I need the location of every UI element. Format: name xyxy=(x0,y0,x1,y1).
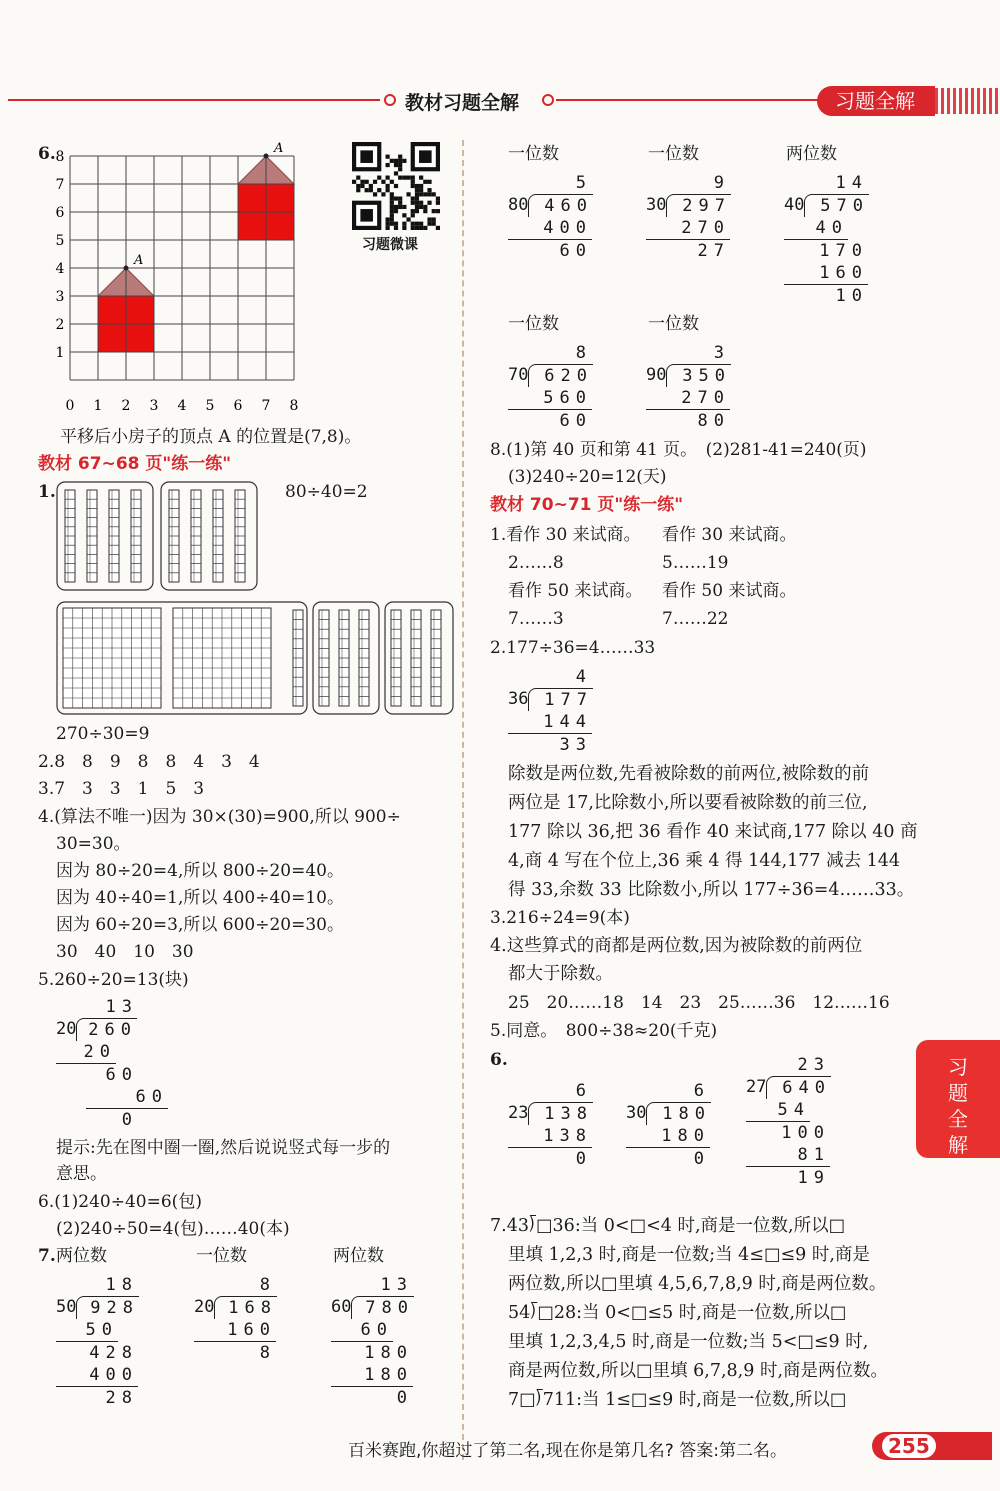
qr-module xyxy=(419,176,423,180)
side-tab-char: 解 xyxy=(948,1133,968,1157)
step: 80 xyxy=(697,411,730,431)
q7-line: 里填 1,2,3 时,商是一位数;当 4≤□≤9 时,商是 xyxy=(508,1245,870,1265)
dividend: 138 xyxy=(528,1102,593,1125)
step: 8 xyxy=(259,1343,276,1363)
step: 60 xyxy=(86,1086,168,1109)
qr-module xyxy=(373,180,377,184)
step: 160 xyxy=(194,1319,276,1342)
divisor: 50 xyxy=(56,1297,77,1317)
quotient: 8 xyxy=(259,1275,276,1295)
dividend: 177 xyxy=(528,688,593,711)
divisor: 23 xyxy=(508,1103,529,1123)
qr-module xyxy=(402,176,406,180)
qr-finder xyxy=(360,150,373,163)
q6-label: 6. xyxy=(38,144,56,164)
qr-module xyxy=(390,213,394,217)
step: 180 xyxy=(331,1364,413,1387)
explanation-line: 4,商 4 写在个位上,36 乘 4 得 144,177 减去 144 xyxy=(508,851,901,871)
step: 19 xyxy=(797,1168,830,1188)
qr-finder xyxy=(360,209,373,222)
q7-line: 两位数,所以□里填 4,5,6,7,8,9 时,商是两位数。 xyxy=(508,1274,887,1294)
long-division xyxy=(194,1274,277,1364)
qr-module xyxy=(390,201,394,205)
qr-module xyxy=(423,209,427,213)
qr-module xyxy=(415,192,419,196)
long-division xyxy=(646,342,731,432)
q3-answer: 3.216÷24=9(本) xyxy=(490,908,630,928)
quotient: 5 xyxy=(575,173,592,193)
qr-module xyxy=(436,196,440,200)
qr-module xyxy=(394,171,398,175)
q7-line: 商是两位数,所以□里填 6,7,8,9 时,商是两位数。 xyxy=(508,1361,889,1381)
step: 270 xyxy=(646,387,730,410)
qr-module xyxy=(360,184,364,188)
qr-module xyxy=(423,180,427,184)
qr-module xyxy=(386,222,390,226)
step: 28 xyxy=(105,1388,138,1408)
quotient: 4 xyxy=(575,667,592,687)
qr-module xyxy=(390,222,394,226)
x-tick-label: 0 xyxy=(65,398,75,414)
vertex-label: A xyxy=(134,253,144,268)
y-tick-label: 2 xyxy=(55,317,65,333)
qr-module xyxy=(419,184,423,188)
step: 60 xyxy=(331,1319,393,1342)
step: 138 xyxy=(508,1125,592,1148)
type-label: 一位数 xyxy=(508,144,559,164)
header-dot-right xyxy=(542,94,554,106)
quotient: 14 xyxy=(835,173,868,193)
qr-module xyxy=(415,201,419,205)
qr-module xyxy=(432,222,436,226)
qr-module xyxy=(356,184,360,188)
qr-module xyxy=(427,201,431,205)
qr-module xyxy=(415,196,419,200)
qr-module xyxy=(402,226,406,230)
q1-line: 5……19 xyxy=(662,553,729,573)
divisor: 80 xyxy=(508,195,529,215)
long-division xyxy=(508,1080,593,1170)
q7-type: 两位数 xyxy=(333,1246,384,1266)
qr-module xyxy=(406,217,410,221)
qr-module xyxy=(415,184,419,188)
qr-module xyxy=(386,163,390,167)
step: 400 xyxy=(508,217,592,240)
qr-module xyxy=(373,192,377,196)
qr-module xyxy=(365,180,369,184)
quotient: 13 xyxy=(105,997,138,1017)
dividend: 260 xyxy=(76,1018,137,1041)
qr-module xyxy=(398,159,402,163)
step: 400 xyxy=(56,1364,138,1387)
q6-label: 6. xyxy=(490,1050,508,1070)
y-tick-label: 4 xyxy=(55,261,65,277)
qr-module xyxy=(390,192,394,196)
quotient: 9 xyxy=(713,173,730,193)
qr-code-icon[interactable] xyxy=(352,142,440,230)
step: 27 xyxy=(697,241,730,261)
qr-module xyxy=(390,180,394,184)
dividend: 780 xyxy=(351,1296,414,1319)
qr-module xyxy=(411,222,415,226)
qr-module xyxy=(352,180,356,184)
qr-module xyxy=(415,205,419,209)
qr-module xyxy=(386,188,390,192)
header-tag: 习题全解 xyxy=(817,86,935,116)
dividend: 180 xyxy=(646,1102,711,1125)
y-tick-label: 3 xyxy=(55,289,65,305)
column-divider xyxy=(462,140,464,1460)
vertex-dot xyxy=(124,266,129,271)
type-label: 两位数 xyxy=(786,144,837,164)
qr-module xyxy=(394,226,398,230)
qr-module xyxy=(411,201,415,205)
q2-answer: 2.8 8 9 8 8 4 3 4 xyxy=(38,752,260,772)
qr-module xyxy=(394,209,398,213)
quotient: 13 xyxy=(380,1275,413,1295)
y-tick-label: 1 xyxy=(55,345,65,361)
qr-module xyxy=(390,217,394,221)
vertex-label: A xyxy=(274,141,284,156)
q8-line: (3)240÷20=12(天) xyxy=(508,467,667,487)
qr-module xyxy=(386,155,390,159)
step: 60 xyxy=(105,1065,138,1085)
step: 60 xyxy=(559,241,592,261)
qr-module xyxy=(411,213,415,217)
qr-module xyxy=(427,180,431,184)
qr-module xyxy=(415,226,419,230)
step: 0 xyxy=(575,1149,592,1169)
step: 160 xyxy=(784,262,868,285)
qr-module xyxy=(394,196,398,200)
dividend: 168 xyxy=(214,1296,277,1319)
x-tick-label: 4 xyxy=(177,398,187,414)
qr-module xyxy=(427,192,431,196)
x-tick-label: 6 xyxy=(233,398,243,414)
qr-module xyxy=(402,205,406,209)
section-title-70-71: 教材 70~71 页"练一练" xyxy=(490,495,684,515)
qr-module xyxy=(398,163,402,167)
x-tick-label: 1 xyxy=(93,398,103,414)
q1-label: 1. xyxy=(38,482,56,502)
qr-module xyxy=(423,192,427,196)
long-division xyxy=(508,172,593,262)
divisor: 27 xyxy=(746,1077,767,1097)
quotient: 18 xyxy=(105,1275,138,1295)
q4-line: 都大于除数。 xyxy=(508,964,613,984)
q5-answer: 5.同意。 800÷38≈20(千克) xyxy=(490,1021,718,1041)
long-division xyxy=(56,1274,139,1409)
long-division xyxy=(508,342,593,432)
q1-equation-a: 80÷40=2 xyxy=(285,482,368,502)
type-label: 一位数 xyxy=(648,314,699,334)
hint-line: 提示:先在图中圈一圈,然后说说竖式每一步的 xyxy=(56,1138,391,1158)
q4-line: 因为 60÷20=3,所以 600÷20=30。 xyxy=(56,915,344,935)
step: 560 xyxy=(508,387,592,410)
q4-line: 因为 80÷20=4,所以 800÷20=40。 xyxy=(56,861,344,881)
step: 0 xyxy=(693,1149,710,1169)
side-tab-char: 题 xyxy=(948,1081,968,1105)
header-rule-left xyxy=(8,99,380,101)
step: 60 xyxy=(559,411,592,431)
qr-module xyxy=(377,176,381,180)
qr-module xyxy=(427,188,431,192)
x-tick-label: 8 xyxy=(289,398,299,414)
qr-module xyxy=(419,188,423,192)
explanation-line: 两位是 17,比除数小,所以要看被除数的前三位, xyxy=(508,793,868,813)
step: 144 xyxy=(508,711,592,734)
explanation-line: 177 除以 36,把 36 看作 40 来试商,177 除以 40 商 xyxy=(508,822,918,842)
q1-line: 看作 50 来试商。 xyxy=(508,581,643,601)
q1-equation-b: 270÷30=9 xyxy=(56,724,150,744)
y-tick-label: 5 xyxy=(55,233,65,249)
qr-module xyxy=(381,180,385,184)
x-tick-label: 5 xyxy=(205,398,215,414)
long-division xyxy=(784,172,869,307)
dividend: 928 xyxy=(76,1296,139,1319)
divisor: 36 xyxy=(508,689,529,709)
qr-module xyxy=(415,222,419,226)
qr-module xyxy=(369,188,373,192)
step: 270 xyxy=(646,217,730,240)
y-tick-label: 6 xyxy=(55,205,65,221)
qr-module xyxy=(436,201,440,205)
qr-module xyxy=(402,213,406,217)
divisor: 30 xyxy=(626,1103,647,1123)
qr-module xyxy=(386,226,390,230)
q3-answer: 3.7 3 3 1 5 3 xyxy=(38,779,205,799)
q4-line: 30=30。 xyxy=(56,834,131,854)
qr-module xyxy=(436,226,440,230)
step: 81 xyxy=(746,1144,830,1167)
y-tick-label: 8 xyxy=(55,149,65,165)
q4-line: 4.(算法不唯一)因为 30×(30)=900,所以 900÷ xyxy=(38,807,401,827)
qr-module xyxy=(365,188,369,192)
divisor: 20 xyxy=(56,1019,77,1039)
long-division xyxy=(56,996,168,1131)
explanation-line: 得 33,余数 33 比除数小,所以 177÷36=4……33。 xyxy=(508,880,915,900)
type-label: 一位数 xyxy=(508,314,559,334)
step: 180 xyxy=(626,1125,710,1148)
qr-module xyxy=(406,192,410,196)
coordinate-grid xyxy=(50,141,320,420)
qr-module xyxy=(390,205,394,209)
q7-type: 两位数 xyxy=(56,1246,107,1266)
step: 54 xyxy=(746,1099,810,1122)
q1-line: 7……22 xyxy=(662,609,729,629)
footer-riddle: 百米赛跑,你超过了第二名,现在你是第几名? 答案:第二名。 xyxy=(348,1441,787,1461)
side-tab-char: 习 xyxy=(948,1055,968,1079)
qr-module xyxy=(356,176,360,180)
qr-module xyxy=(419,222,423,226)
q1-line: 1.看作 30 来试商。 xyxy=(490,525,641,545)
qr-caption: 习题微课 xyxy=(362,237,418,253)
x-tick-label: 3 xyxy=(149,398,159,414)
divisor: 60 xyxy=(331,1297,352,1317)
qr-module xyxy=(411,176,415,180)
step: 20 xyxy=(56,1041,116,1064)
qr-module xyxy=(419,226,423,230)
q2-answer: 2.177÷36=4……33 xyxy=(490,638,656,658)
dividend: 460 xyxy=(528,194,593,217)
header-title: 教材习题全解 xyxy=(405,92,520,114)
q7-line: 54⟌□28:当 0<□≤5 时,商是一位数,所以□ xyxy=(508,1303,847,1323)
qr-module xyxy=(386,184,390,188)
qr-module xyxy=(423,205,427,209)
q6-answer: 平移后小房子的顶点 A 的位置是(7,8)。 xyxy=(60,427,362,447)
header-stripes xyxy=(935,88,1000,114)
qr-module xyxy=(390,196,394,200)
page-number-badge xyxy=(872,1432,992,1460)
vertex-dot xyxy=(264,154,269,159)
qr-finder xyxy=(419,150,432,163)
qr-module xyxy=(432,217,436,221)
q6b-line: (2)240÷50=4(包)……40(本) xyxy=(56,1219,290,1239)
y-tick-label: 7 xyxy=(55,177,65,193)
divisor: 30 xyxy=(646,195,667,215)
qr-module xyxy=(398,205,402,209)
section-title-67-68: 教材 67~68 页"练一练" xyxy=(38,454,232,474)
q7-line: 里填 1,2,3,4,5 时,商是一位数;当 5<□≤9 时, xyxy=(508,1332,869,1352)
qr-module xyxy=(398,167,402,171)
qr-module xyxy=(411,226,415,230)
q7-type: 一位数 xyxy=(196,1246,247,1266)
long-division xyxy=(646,172,731,262)
q6b-line: 6.(1)240÷40=6(包) xyxy=(38,1192,202,1212)
qr-module xyxy=(360,180,364,184)
x-tick-label: 2 xyxy=(121,398,131,414)
qr-module xyxy=(390,159,394,163)
step: 100 xyxy=(781,1123,830,1143)
dividend: 570 xyxy=(804,194,869,217)
quotient: 3 xyxy=(713,343,730,363)
qr-module xyxy=(432,192,436,196)
dividend: 350 xyxy=(666,364,731,387)
dividend: 297 xyxy=(666,194,731,217)
q5-answer: 5.260÷20=13(块) xyxy=(38,970,189,990)
base-ten-blocks-illustration xyxy=(55,478,455,718)
qr-module xyxy=(411,184,415,188)
x-tick-label: 7 xyxy=(261,398,271,414)
quotient: 6 xyxy=(575,1081,592,1101)
divisor: 70 xyxy=(508,365,529,385)
qr-module xyxy=(390,209,394,213)
qr-module xyxy=(386,217,390,221)
qr-module xyxy=(406,176,410,180)
q8-line: 8.(1)第 40 页和第 41 页。 (2)281-41=240(页) xyxy=(490,440,867,460)
q4-line: 因为 40÷40=1,所以 400÷40=10。 xyxy=(56,888,344,908)
qr-module xyxy=(398,201,402,205)
q7-line: 7□⟌711:当 1≤□≤9 时,商是一位数,所以□ xyxy=(508,1390,847,1410)
qr-module xyxy=(381,192,385,196)
page-number: 255 xyxy=(882,1434,936,1458)
side-tab[interactable] xyxy=(916,1040,1000,1158)
divisor: 40 xyxy=(784,195,805,215)
explanation-line: 除数是两位数,先看被除数的前两位,被除数的前 xyxy=(508,764,870,784)
step: 0 xyxy=(396,1388,413,1408)
qr-module xyxy=(432,209,436,213)
step: 10 xyxy=(835,286,868,306)
q1-line: 7……3 xyxy=(508,609,564,629)
dividend: 640 xyxy=(766,1076,831,1099)
qr-module xyxy=(377,188,381,192)
qr-module xyxy=(394,222,398,226)
qr-module xyxy=(394,159,398,163)
long-division xyxy=(626,1080,711,1170)
qr-module xyxy=(419,205,423,209)
qr-module xyxy=(427,217,431,221)
long-division xyxy=(508,666,593,756)
qr-module xyxy=(394,163,398,167)
quotient: 23 xyxy=(797,1055,830,1075)
qr-module xyxy=(415,209,419,213)
q4-line: 25 20……18 14 23 25……36 12……16 xyxy=(508,993,890,1013)
step: 180 xyxy=(364,1343,413,1363)
type-label: 一位数 xyxy=(648,144,699,164)
step: 40 xyxy=(784,217,848,240)
hint-line: 意思。 xyxy=(56,1164,107,1184)
header-dot-left xyxy=(384,94,396,106)
qr-module xyxy=(394,205,398,209)
qr-module xyxy=(411,196,415,200)
header-rule-right xyxy=(556,99,818,101)
qr-module xyxy=(402,159,406,163)
q1-line: 2……8 xyxy=(508,553,564,573)
side-tab-char: 全 xyxy=(948,1107,968,1131)
qr-module xyxy=(423,226,427,230)
quotient: 6 xyxy=(693,1081,710,1101)
qr-module xyxy=(356,188,360,192)
qr-module xyxy=(398,176,402,180)
step: 50 xyxy=(56,1319,118,1342)
divisor: 20 xyxy=(194,1297,215,1317)
step: 0 xyxy=(121,1110,138,1130)
qr-module xyxy=(398,196,402,200)
long-division xyxy=(331,1274,414,1409)
quotient: 8 xyxy=(575,343,592,363)
qr-module xyxy=(411,209,415,213)
step: 428 xyxy=(89,1343,138,1363)
q4-line: 30 40 10 30 xyxy=(56,942,194,962)
qr-module xyxy=(369,184,373,188)
qr-module xyxy=(386,176,390,180)
qr-module xyxy=(427,222,431,226)
q1-line: 看作 50 来试商。 xyxy=(662,581,797,601)
long-division xyxy=(746,1054,831,1189)
qr-module xyxy=(411,180,415,184)
qr-module xyxy=(415,188,419,192)
q7-line: 7.43⟌□36:当 0<□<4 时,商是一位数,所以□ xyxy=(490,1216,846,1236)
step: 170 xyxy=(819,241,868,261)
qr-module xyxy=(436,209,440,213)
qr-module xyxy=(398,155,402,159)
dividend: 620 xyxy=(528,364,593,387)
q1-line: 看作 30 来试商。 xyxy=(662,525,797,545)
step: 33 xyxy=(559,735,592,755)
qr-module xyxy=(402,222,406,226)
qr-module xyxy=(394,184,398,188)
q7-label: 7. xyxy=(38,1246,56,1266)
q4-line: 4.这些算式的商都是两位数,因为被除数的前两位 xyxy=(490,936,863,956)
qr-module xyxy=(419,201,423,205)
qr-module xyxy=(419,192,423,196)
divisor: 90 xyxy=(646,365,667,385)
